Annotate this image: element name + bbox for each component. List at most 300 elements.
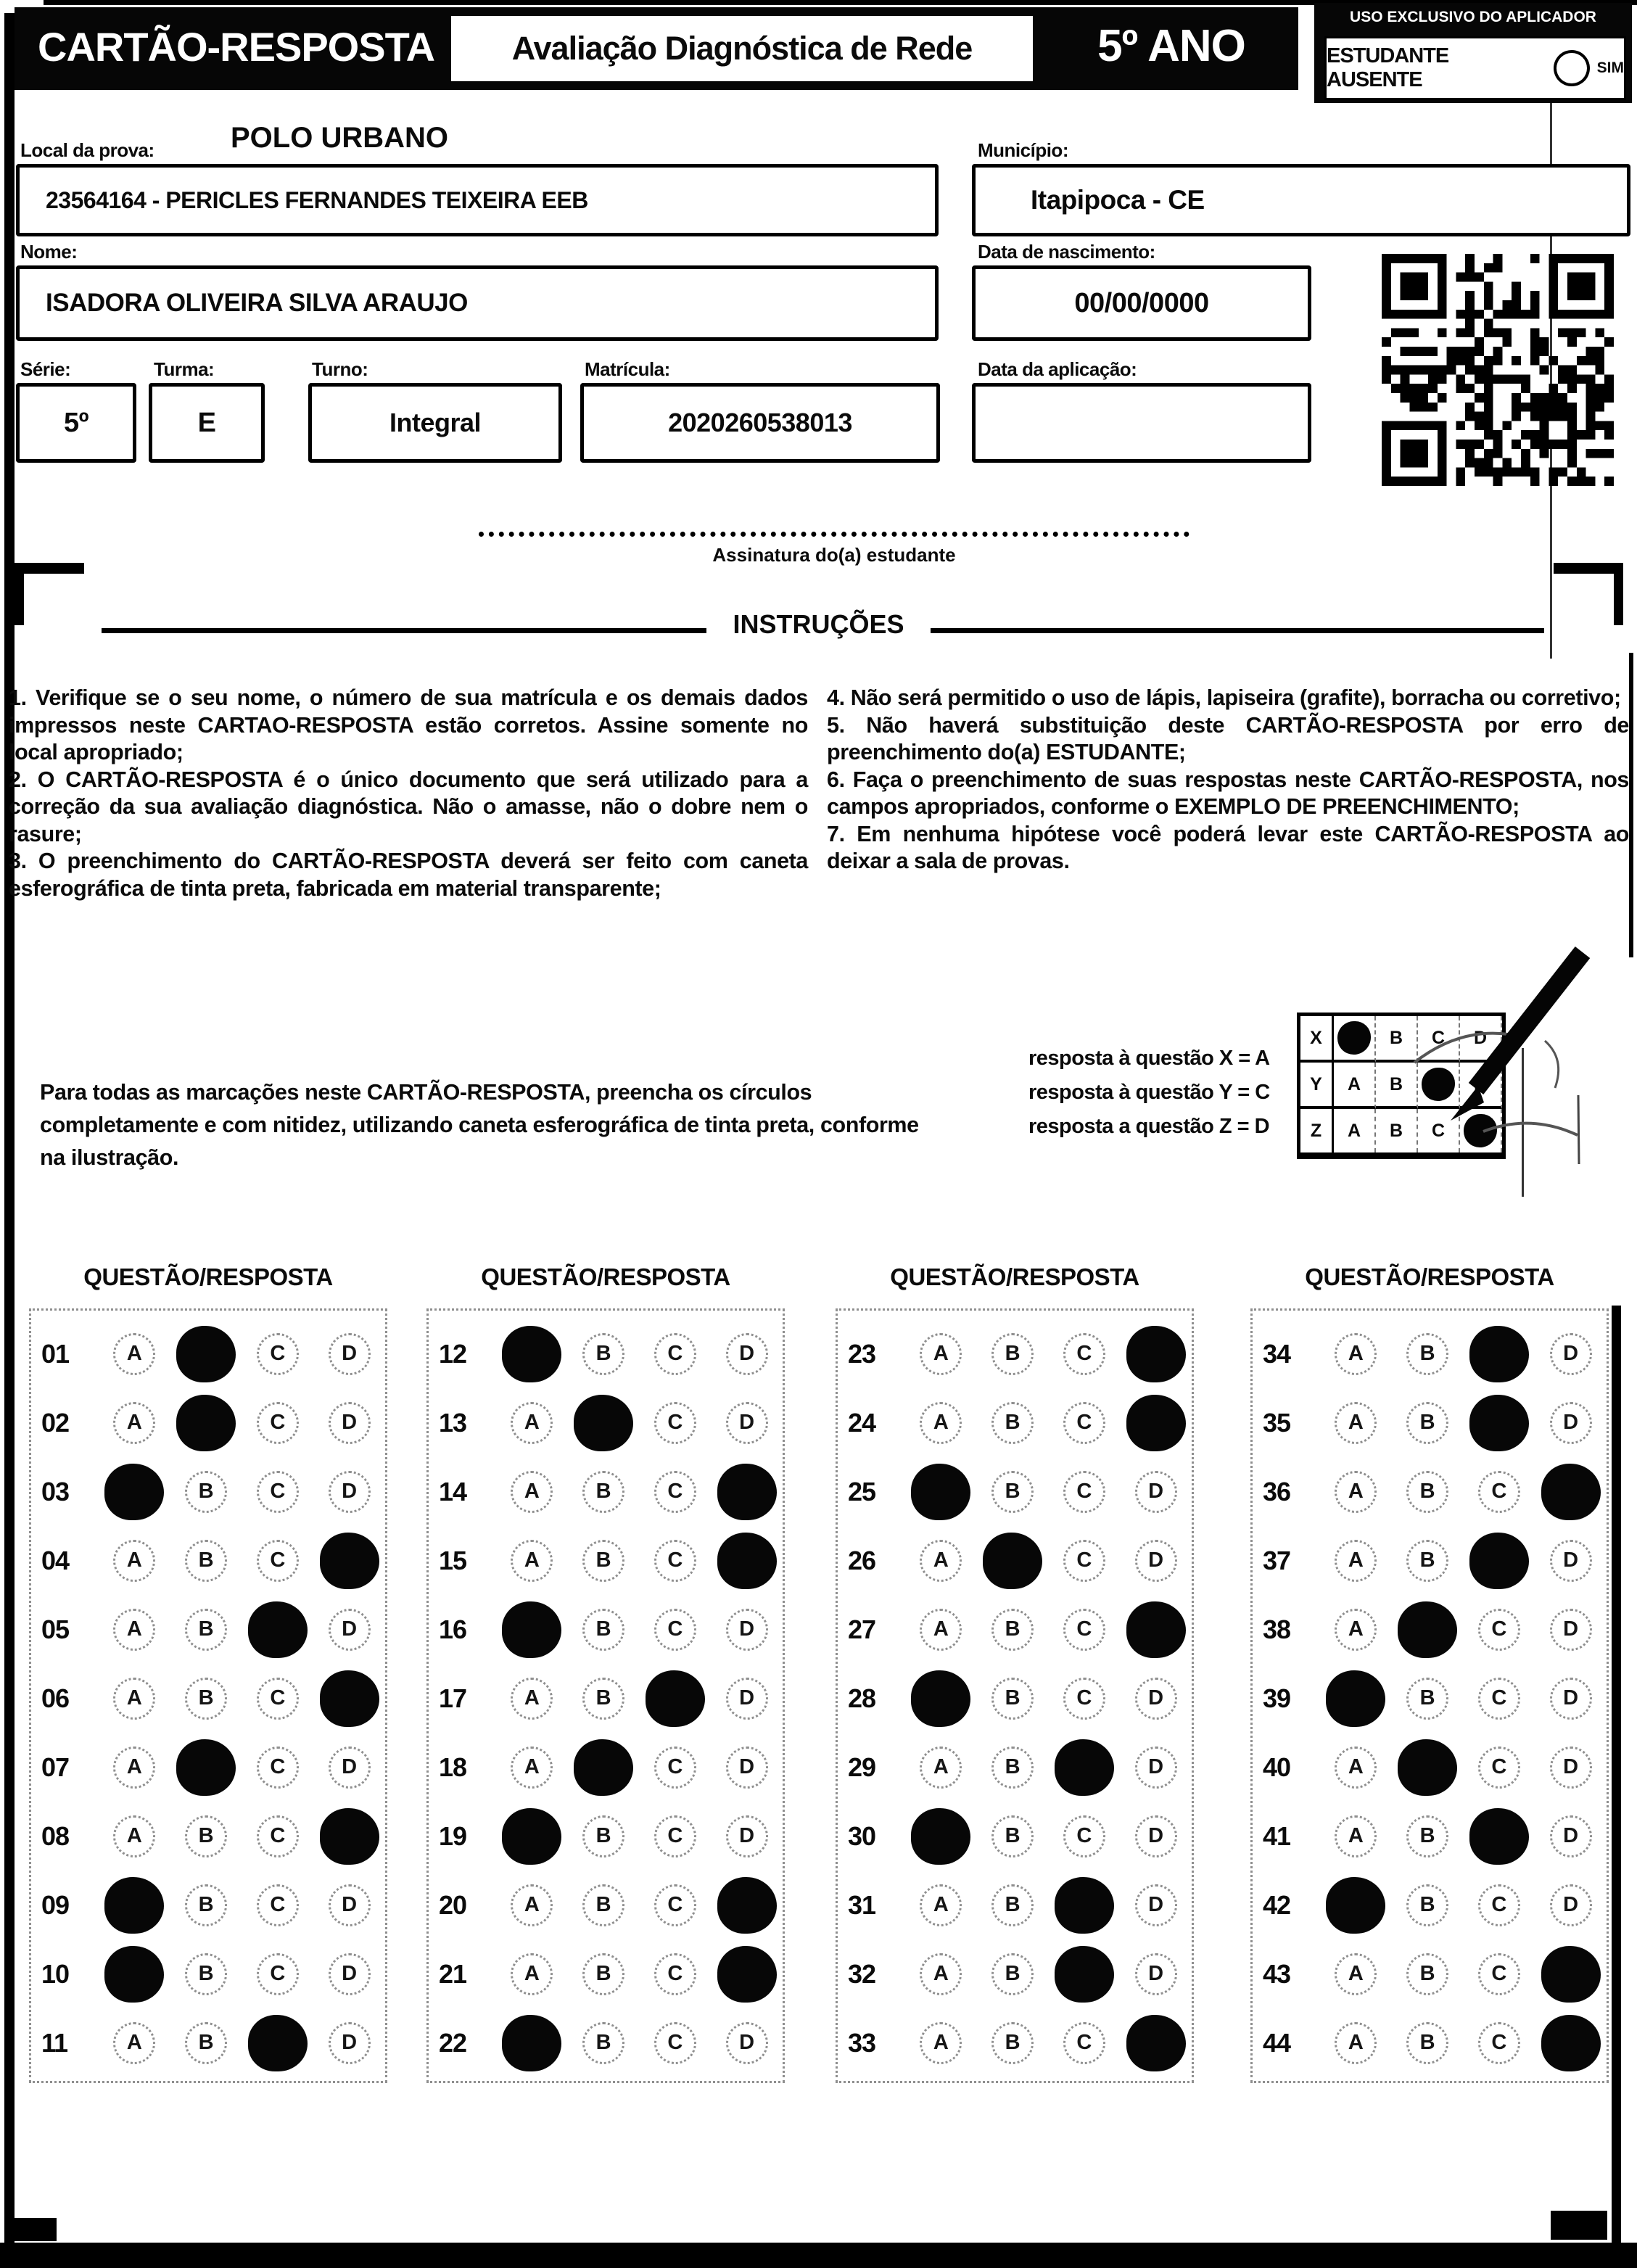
answer-option	[1320, 1747, 1392, 1789]
answer-bubble[interactable]: B	[991, 1333, 1034, 1375]
page-bottom-bar	[0, 2243, 1637, 2268]
answer-bubble-filled[interactable]	[911, 1670, 970, 1727]
question-number: 11	[41, 2027, 68, 2058]
answer-bubble[interactable]: C	[1478, 1471, 1520, 1513]
answer-option	[1392, 1884, 1464, 1926]
example-bubble-cell[interactable]: A	[1334, 1063, 1376, 1109]
turno-label: Turno:	[312, 358, 368, 380]
answer-bubble[interactable]: C	[1063, 1609, 1105, 1651]
answer-bubble-filled[interactable]	[320, 1670, 379, 1727]
answer-option	[1392, 1815, 1464, 1857]
answer-option	[568, 1395, 640, 1451]
answer-bubble[interactable]: A	[113, 1678, 155, 1720]
question-number: 26	[848, 1545, 876, 1575]
answer-row	[1253, 1457, 1607, 1526]
answer-bubble[interactable]: C	[1478, 1884, 1520, 1926]
answer-bubble[interactable]: B	[991, 1747, 1034, 1789]
answer-bubble-filled[interactable]	[1469, 1395, 1529, 1451]
answer-option	[99, 1678, 170, 1720]
answer-bubble[interactable]: C	[1063, 1815, 1105, 1857]
answer-column-header: QUESTÃO/RESPOSTA	[83, 1263, 333, 1290]
answer-bubble-filled[interactable]	[574, 1395, 633, 1451]
answer-bubble[interactable]: C	[1063, 1402, 1105, 1444]
answer-bubble[interactable]: A	[113, 1609, 155, 1651]
answer-bubble[interactable]: C	[257, 1333, 299, 1375]
question-number: 04	[41, 1545, 70, 1575]
answer-option	[977, 1471, 1049, 1513]
answer-row	[429, 1871, 783, 1939]
answer-option	[905, 1747, 977, 1789]
answer-option	[1320, 1953, 1392, 1995]
local-prova-label: Local da prova:	[20, 139, 154, 161]
answer-option	[568, 1540, 640, 1582]
answer-bubble[interactable]: A	[1335, 1815, 1377, 1857]
answer-bubble[interactable]: A	[1335, 1609, 1377, 1651]
answer-option	[905, 1609, 977, 1651]
answer-option	[1392, 1739, 1464, 1796]
answer-option	[1320, 1402, 1392, 1444]
answer-bubble-filled[interactable]	[320, 1808, 379, 1865]
answer-bubble[interactable]: A	[1335, 1747, 1377, 1789]
answer-bubble[interactable]: A	[920, 1884, 962, 1926]
turno-field	[308, 383, 562, 463]
answer-bubble[interactable]: C	[1063, 2022, 1105, 2064]
answer-bubble[interactable]: B	[991, 1402, 1034, 1444]
answer-bubble-filled[interactable]	[911, 1464, 970, 1520]
question-number: 44	[1263, 2027, 1291, 2058]
answer-bubble[interactable]: A	[113, 1815, 155, 1857]
nome-value: ISADORA OLIVEIRA SILVA ARAUJO	[46, 289, 468, 317]
answer-bubble[interactable]: A	[511, 1953, 553, 1995]
answer-bubble[interactable]: D	[726, 1815, 768, 1857]
answer-bubble[interactable]: B	[991, 1609, 1034, 1651]
pen-hand-illustration	[1364, 947, 1603, 1168]
answer-bubble[interactable]: B	[991, 1471, 1034, 1513]
answer-bubble-filled[interactable]	[1326, 1670, 1385, 1727]
header-subtitle-box	[451, 16, 1033, 81]
answer-bubble[interactable]: D	[1550, 1747, 1592, 1789]
answer-bubble-filled[interactable]	[717, 1533, 777, 1589]
answer-bubble[interactable]: B	[582, 1333, 624, 1375]
answer-row	[31, 1733, 385, 1802]
answer-bubble[interactable]: C	[1063, 1333, 1105, 1375]
answer-bubble[interactable]: D	[726, 1402, 768, 1444]
answer-option	[977, 1678, 1049, 1720]
answer-row	[429, 1388, 783, 1457]
answer-bubble-filled[interactable]	[176, 1739, 236, 1796]
question-number: 41	[1263, 1820, 1291, 1851]
answer-bubble[interactable]: B	[1406, 1678, 1448, 1720]
answer-bubble[interactable]: C	[654, 1333, 696, 1375]
answer-bubble[interactable]: B	[185, 1678, 227, 1720]
question-number: 03	[41, 1476, 70, 1506]
answer-option	[1049, 2022, 1121, 2064]
answer-bubble[interactable]: C	[1478, 1678, 1520, 1720]
answer-option	[640, 1471, 712, 1513]
example-bubble-cell[interactable]: A	[1334, 1109, 1376, 1152]
answer-bubble[interactable]: C	[654, 1609, 696, 1651]
answer-row	[1253, 1319, 1607, 1388]
answer-grid	[836, 1308, 1194, 2083]
answer-bubble[interactable]: D	[726, 1747, 768, 1789]
answer-bubble[interactable]: A	[1335, 1471, 1377, 1513]
answer-option	[640, 1815, 712, 1857]
answer-bubble[interactable]: B	[185, 2022, 227, 2064]
answer-bubble-filled[interactable]	[1398, 1601, 1457, 1658]
answer-option	[1049, 1877, 1121, 1934]
answer-bubble[interactable]: B	[582, 1815, 624, 1857]
question-number: 22	[439, 2027, 467, 2058]
answer-bubble[interactable]: B	[185, 1540, 227, 1582]
instructions-rule-right	[931, 628, 1544, 633]
answer-bubble-filled[interactable]	[248, 1601, 308, 1658]
answer-bubble[interactable]: A	[920, 1609, 962, 1651]
answer-option	[1320, 1333, 1392, 1375]
answer-option	[313, 1533, 385, 1589]
answer-row	[1253, 1664, 1607, 1733]
answer-bubble[interactable]: D	[1550, 1678, 1592, 1720]
answer-bubble[interactable]: C	[1063, 1678, 1105, 1720]
answer-bubble[interactable]: D	[329, 2022, 371, 2064]
serie-field	[16, 383, 136, 463]
example-row-label: X	[1300, 1016, 1334, 1063]
answer-bubble[interactable]: C	[654, 1884, 696, 1926]
answer-bubble[interactable]: A	[511, 1678, 553, 1720]
question-number: 24	[848, 1407, 876, 1438]
example-bubble-cell[interactable]: C	[1418, 1016, 1460, 1063]
answer-option	[1535, 1884, 1607, 1926]
answer-bubble[interactable]: A	[1335, 2022, 1377, 2064]
answer-option	[313, 1402, 385, 1444]
answer-bubble-filled[interactable]	[176, 1395, 236, 1451]
answer-bubble[interactable]: D	[1550, 1884, 1592, 1926]
answer-option	[242, 1540, 314, 1582]
answer-bubble[interactable]: B	[185, 1609, 227, 1651]
answer-row	[1253, 1388, 1607, 1457]
answer-option	[977, 1884, 1049, 1926]
answer-bubble[interactable]: D	[329, 1471, 371, 1513]
answer-bubble[interactable]: C	[257, 1747, 299, 1789]
answer-bubble[interactable]: B	[1406, 1333, 1448, 1375]
page-right-border-lower	[1612, 1306, 1621, 2243]
answer-bubble-filled[interactable]	[104, 1946, 164, 2003]
answer-bubble[interactable]: A	[511, 1402, 553, 1444]
answer-bubble[interactable]: A	[920, 1747, 962, 1789]
answer-bubble[interactable]: D	[1550, 1333, 1592, 1375]
answer-option	[905, 1884, 977, 1926]
answer-row	[31, 1939, 385, 2008]
nascimento-field	[972, 265, 1311, 341]
answer-bubble[interactable]: C	[257, 1471, 299, 1513]
answer-bubble[interactable]: B	[582, 1678, 624, 1720]
answer-bubble[interactable]: B	[1406, 1884, 1448, 1926]
answer-bubble-filled[interactable]	[176, 1326, 236, 1382]
aplicacao-field[interactable]	[972, 383, 1311, 463]
answer-bubble-filled[interactable]	[1541, 1946, 1601, 2003]
answer-option	[313, 1670, 385, 1727]
answer-bubble[interactable]: D	[329, 1884, 371, 1926]
answer-bubble[interactable]: D	[1135, 1884, 1177, 1926]
answer-bubble-filled[interactable]	[717, 1877, 777, 1934]
answer-bubble[interactable]: D	[329, 1747, 371, 1789]
example-bubble-cell[interactable]: C	[1418, 1109, 1460, 1152]
answer-bubble-filled[interactable]	[983, 1533, 1042, 1589]
answer-option	[1049, 1471, 1121, 1513]
answer-row	[1253, 1733, 1607, 1802]
answer-bubble[interactable]: D	[1135, 1953, 1177, 1995]
answer-bubble-filled[interactable]	[1055, 1877, 1114, 1934]
signature-line[interactable]	[479, 532, 1189, 537]
answer-bubble-filled[interactable]	[911, 1808, 970, 1865]
answer-option	[99, 1946, 170, 2003]
answer-bubble[interactable]: C	[1063, 1540, 1105, 1582]
answer-option	[170, 1471, 242, 1513]
example-bubble-cell[interactable]: D	[1460, 1016, 1502, 1063]
answer-bubble[interactable]: D	[1550, 1609, 1592, 1651]
question-number: 21	[439, 1958, 467, 1989]
instruction-item: 3. O preenchimento do CARTÃO-RESPOSTA deverá ser feito com caneta esferográfica de tinta preta, fabricada em material transparente;	[9, 849, 808, 901]
answer-bubble[interactable]: C	[1478, 1609, 1520, 1651]
answer-bubble[interactable]: A	[113, 1402, 155, 1444]
answer-row	[838, 1457, 1192, 1526]
answer-bubble[interactable]: B	[582, 1953, 624, 1995]
answer-bubble[interactable]: C	[654, 2022, 696, 2064]
answer-bubble[interactable]: C	[654, 1471, 696, 1513]
answer-bubble[interactable]: A	[920, 1402, 962, 1444]
answer-bubble[interactable]: A	[920, 1540, 962, 1582]
answer-option	[568, 1333, 640, 1375]
question-number: 37	[1263, 1545, 1291, 1575]
answer-bubble[interactable]: A	[920, 1953, 962, 1995]
answer-bubble-filled[interactable]	[1541, 1464, 1601, 1520]
answer-bubble[interactable]: A	[1335, 1402, 1377, 1444]
answer-option	[711, 2022, 783, 2064]
answer-bubble[interactable]: C	[257, 1678, 299, 1720]
answer-row	[838, 1319, 1192, 1388]
answer-bubble-filled[interactable]	[1055, 1739, 1114, 1796]
answer-bubble[interactable]: B	[1406, 1471, 1448, 1513]
answer-option	[1049, 1946, 1121, 2003]
answer-bubble[interactable]: D	[329, 1333, 371, 1375]
answer-bubble[interactable]: D	[1135, 1540, 1177, 1582]
question-number: 27	[848, 1614, 876, 1644]
answer-bubble[interactable]: A	[511, 1540, 553, 1582]
question-number: 09	[41, 1889, 70, 1920]
answer-bubble[interactable]: C	[1478, 1747, 1520, 1789]
answer-bubble-filled[interactable]	[717, 1464, 777, 1520]
answer-bubble-filled[interactable]	[502, 2015, 561, 2071]
answer-bubble-filled[interactable]	[1398, 1739, 1457, 1796]
answer-bubble[interactable]: B	[1406, 1540, 1448, 1582]
answer-bubble-filled[interactable]	[1326, 1877, 1385, 1934]
question-number: 30	[848, 1820, 876, 1851]
answer-bubble-filled[interactable]	[248, 2015, 308, 2071]
answer-bubble[interactable]: A	[511, 1884, 553, 1926]
answer-bubble[interactable]: C	[257, 1815, 299, 1857]
answer-column-header: QUESTÃO/RESPOSTA	[481, 1263, 730, 1290]
answer-bubble[interactable]: B	[991, 1815, 1034, 1857]
answer-bubble[interactable]: D	[726, 1678, 768, 1720]
answer-option	[242, 1953, 314, 1995]
answer-bubble[interactable]: C	[257, 1884, 299, 1926]
answer-option	[711, 1678, 783, 1720]
example-bubble-cell[interactable]: B	[1376, 1109, 1418, 1152]
answer-bubble-filled[interactable]	[502, 1808, 561, 1865]
answer-bubble[interactable]: C	[1478, 1953, 1520, 1995]
instruction-item: 4. Não será permitido o uso de lápis, lapiseira (grafite), borracha ou corretivo;	[827, 685, 1621, 710]
answer-bubble[interactable]: A	[113, 1540, 155, 1582]
answer-option	[313, 1884, 385, 1926]
answer-row	[31, 1388, 385, 1457]
answer-bubble[interactable]: A	[113, 2022, 155, 2064]
answer-row	[429, 1526, 783, 1595]
answer-bubble-filled[interactable]	[646, 1670, 705, 1727]
answer-row	[429, 1319, 783, 1388]
answer-bubble[interactable]: B	[1406, 1953, 1448, 1995]
question-number: 20	[439, 1889, 467, 1920]
answer-bubble-filled[interactable]	[502, 1326, 561, 1382]
example-bubble-cell[interactable]: B	[1376, 1063, 1418, 1109]
nascimento-value: 00/00/0000	[1074, 287, 1209, 318]
answer-bubble-filled[interactable]	[1126, 1395, 1186, 1451]
answer-bubble[interactable]: B	[582, 1540, 624, 1582]
answer-bubble-filled[interactable]	[1055, 1946, 1114, 2003]
answer-bubble[interactable]: B	[991, 1884, 1034, 1926]
answer-bubble[interactable]: D	[1550, 1815, 1592, 1857]
answer-row	[429, 1939, 783, 2008]
answer-bubble[interactable]: C	[654, 1815, 696, 1857]
answer-bubble[interactable]: B	[185, 1884, 227, 1926]
answer-bubble[interactable]: C	[257, 1540, 299, 1582]
answer-bubble[interactable]: C	[257, 1953, 299, 1995]
answer-option	[1464, 1471, 1535, 1513]
answer-bubble[interactable]: A	[113, 1333, 155, 1375]
answer-grid	[29, 1308, 387, 2083]
turno-value: Integral	[389, 408, 482, 437]
answer-option	[977, 1333, 1049, 1375]
answer-option	[711, 1877, 783, 1934]
answer-bubble[interactable]: C	[257, 1402, 299, 1444]
answer-bubble[interactable]: B	[1406, 2022, 1448, 2064]
answer-bubble[interactable]: D	[329, 1609, 371, 1651]
answer-bubble-filled[interactable]	[320, 1533, 379, 1589]
answer-bubble[interactable]: D	[1550, 1540, 1592, 1582]
answer-option	[1464, 1609, 1535, 1651]
example-legend	[1028, 1042, 1270, 1144]
answer-bubble[interactable]: B	[582, 1471, 624, 1513]
answer-bubble[interactable]: D	[1135, 1678, 1177, 1720]
answer-bubble[interactable]: C	[654, 1747, 696, 1789]
answer-row	[838, 1871, 1192, 1939]
answer-bubble[interactable]: C	[654, 1540, 696, 1582]
answer-bubble[interactable]: D	[329, 1953, 371, 1995]
answer-bubble-filled[interactable]	[1126, 1601, 1186, 1658]
answer-bubble-filled[interactable]	[104, 1464, 164, 1520]
answer-bubble[interactable]: D	[1135, 1471, 1177, 1513]
answer-option	[242, 1402, 314, 1444]
answer-bubble[interactable]: A	[1335, 1333, 1377, 1375]
answer-bubble-filled[interactable]	[1469, 1808, 1529, 1865]
answer-option	[1120, 1471, 1192, 1513]
answer-bubble[interactable]: D	[726, 1609, 768, 1651]
answer-option	[1320, 1540, 1392, 1582]
answer-option	[242, 2015, 314, 2071]
answer-bubble[interactable]: A	[920, 2022, 962, 2064]
answer-bubble[interactable]: B	[185, 1471, 227, 1513]
answer-bubble[interactable]: A	[1335, 1540, 1377, 1582]
aplicacao-label: Data da aplicação:	[978, 358, 1137, 380]
answer-bubble[interactable]: A	[511, 1471, 553, 1513]
answer-option	[905, 2022, 977, 2064]
answer-option	[1535, 1333, 1607, 1375]
answer-bubble[interactable]: D	[329, 1402, 371, 1444]
school-field	[16, 164, 939, 236]
answer-bubble[interactable]: D	[1135, 1815, 1177, 1857]
example-bubble-cell[interactable]: B	[1376, 1016, 1418, 1063]
answer-bubble[interactable]: D	[1135, 1747, 1177, 1789]
answer-bubble-filled[interactable]	[1469, 1326, 1529, 1382]
answer-bubble[interactable]: A	[920, 1333, 962, 1375]
answer-bubble[interactable]: A	[1335, 1953, 1377, 1995]
answer-bubble[interactable]: A	[511, 1747, 553, 1789]
registration-mark-bottom-right	[1551, 2211, 1607, 2240]
answer-bubble[interactable]: C	[1063, 1471, 1105, 1513]
answer-bubble-filled[interactable]	[574, 1739, 633, 1796]
answer-bubble-filled[interactable]	[104, 1877, 164, 1934]
answer-bubble[interactable]: B	[1406, 1402, 1448, 1444]
answer-bubble-filled[interactable]	[1541, 2015, 1601, 2071]
answer-bubble[interactable]: C	[654, 1953, 696, 1995]
answer-bubble[interactable]: B	[991, 2022, 1034, 2064]
answer-bubble[interactable]: B	[185, 1815, 227, 1857]
answer-option	[1120, 1326, 1192, 1382]
answer-bubble[interactable]: C	[1478, 2022, 1520, 2064]
answer-option	[1535, 1402, 1607, 1444]
question-number: 31	[848, 1889, 876, 1920]
answer-bubble[interactable]: B	[1406, 1815, 1448, 1857]
question-number: 02	[41, 1407, 70, 1438]
answer-option	[1392, 1471, 1464, 1513]
answer-bubble[interactable]: B	[991, 1678, 1034, 1720]
answer-option	[313, 1747, 385, 1789]
answer-option	[170, 1815, 242, 1857]
instruction-item: 1. Verifique se o seu nome, o número de sua matrícula e os demais dados impressos neste CARTAO-RESPOSTA estão corretos. Assine somente no local apropriado;	[9, 685, 808, 764]
answer-bubble[interactable]: D	[726, 1333, 768, 1375]
answer-bubble[interactable]: D	[1550, 1402, 1592, 1444]
answer-bubble-filled[interactable]	[1126, 1326, 1186, 1382]
answer-bubble[interactable]: A	[113, 1747, 155, 1789]
answer-grid	[426, 1308, 785, 2083]
answer-bubble-filled[interactable]	[1469, 1533, 1529, 1589]
answer-bubble[interactable]: B	[582, 1609, 624, 1651]
answer-option	[1120, 1678, 1192, 1720]
answer-option	[170, 1739, 242, 1796]
question-number: 35	[1263, 1407, 1291, 1438]
answer-bubble[interactable]: D	[726, 2022, 768, 2064]
answer-bubble[interactable]: B	[185, 1953, 227, 1995]
answer-option	[496, 1808, 568, 1865]
answer-row	[838, 2008, 1192, 2077]
answer-bubble-filled[interactable]	[717, 1946, 777, 2003]
answer-bubble[interactable]: B	[582, 2022, 624, 2064]
answer-bubble[interactable]: B	[991, 1953, 1034, 1995]
answer-bubble-filled[interactable]	[1126, 2015, 1186, 2071]
answer-bubble[interactable]: B	[582, 1884, 624, 1926]
answer-option	[1120, 1395, 1192, 1451]
answer-bubble[interactable]: C	[654, 1402, 696, 1444]
absent-yes-bubble[interactable]	[1554, 50, 1590, 86]
answer-bubble-filled[interactable]	[502, 1601, 561, 1658]
